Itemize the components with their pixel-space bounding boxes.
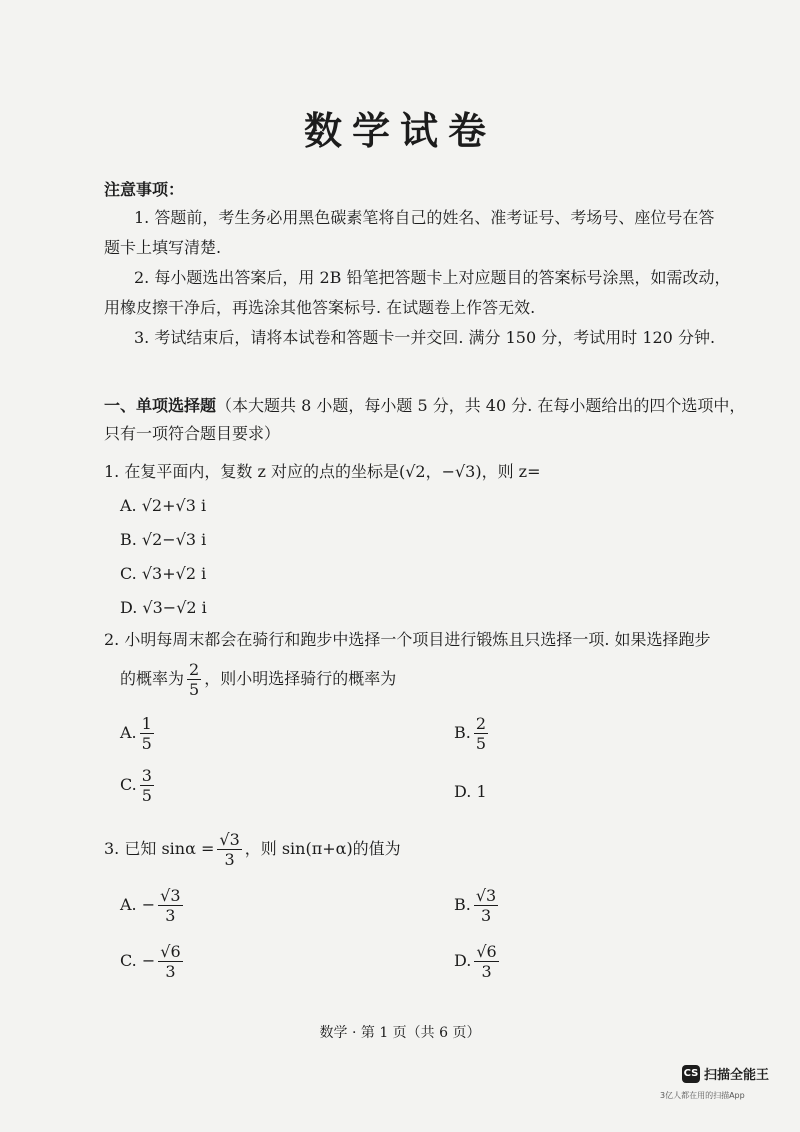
option-fraction (158, 942, 182, 981)
section-1-desc: （本大题共 8 小题，每小题 5 分，共 40 分. 在每小题给出的四个选项中， (216, 396, 746, 415)
fraction-denominator: 5 (141, 734, 152, 753)
fraction-denominator: 5 (141, 786, 152, 805)
option-sign: − (141, 895, 156, 914)
q1-option-c: C. √3+√2 i (120, 564, 207, 583)
q3-stem-suffix: ，则 sin(π+α)的值为 (244, 839, 401, 858)
q2-option-d (454, 780, 487, 804)
option-fraction (474, 886, 498, 925)
q3-option-d (454, 942, 502, 981)
option-fraction (158, 886, 182, 925)
notice-item-2: 2. 每小题选出答案后，用 2B 铅笔把答题卡上对应题目的答案标号涂黑，如需改动， (134, 268, 731, 287)
notice-item-2-cont: 用橡皮擦干净后，再选涂其他答案标号. 在试题卷上作答无效. (104, 298, 536, 317)
option-fraction (140, 714, 154, 753)
option-label: D. (454, 782, 472, 801)
notice-item-3: 3. 考试结束后，请将本试卷和答题卡一并交回. 满分 150 分，考试用时 120 分钟. (134, 328, 716, 347)
fraction-numerator: 3 (141, 766, 152, 785)
option-label: C. (120, 951, 137, 970)
option-value: 1 (476, 782, 487, 801)
q3-stem-prefix: 3. 已知 sinα = (104, 839, 215, 858)
section-1-heading: 一、单项选择题 (104, 396, 217, 415)
question-1-stem: 1. 在复平面内，复数 z 对应的点的坐标是(√2，−√3)，则 z= (104, 462, 541, 481)
section-1-desc-cont: 只有一项符合题目要求） (104, 424, 281, 443)
q3-option-a (120, 886, 186, 925)
camscanner-logo-icon: CS (682, 1065, 700, 1083)
fraction-denominator: 3 (165, 906, 176, 925)
section-1-header (104, 394, 745, 418)
option-sign: − (141, 951, 156, 970)
question-2-stem: 2. 小明每周末都会在骑行和跑步中选择一个项目进行锻炼且只选择一项. 如果选择跑步 (104, 630, 711, 649)
q1-option-d: D. √3−√2 i (120, 598, 207, 617)
notice-heading: 注意事项： (104, 180, 185, 199)
option-label: A. (120, 723, 137, 742)
fraction-numerator: √6 (476, 942, 497, 961)
q1-option-b: B. √2−√3 i (120, 530, 207, 549)
q1-option-a: A. √2+√3 i (120, 496, 207, 515)
q2-stem-fraction (187, 660, 201, 699)
scanner-slogan: 3亿人都在用的扫描App (660, 1091, 745, 1100)
q2-option-b (454, 714, 491, 753)
fraction-numerator: 2 (189, 660, 200, 679)
option-label: C. (120, 775, 137, 794)
q3-option-c (120, 942, 186, 981)
fraction-denominator: 3 (480, 906, 492, 925)
fraction-numerator: 2 (475, 714, 487, 733)
notice-item-1-cont: 题卡上填写清楚. (104, 238, 222, 257)
fraction-numerator: 1 (141, 714, 152, 733)
fraction-numerator: √3 (160, 886, 181, 905)
fraction-denominator: 3 (224, 850, 235, 869)
option-label: B. (454, 723, 471, 742)
option-label: A. (120, 895, 137, 914)
option-fraction (140, 766, 154, 805)
scanner-watermark (682, 1064, 769, 1083)
q2-stem-prefix: 的概率为 (120, 669, 185, 688)
fraction-numerator: √6 (160, 942, 181, 961)
q2-stem-suffix: ，则小明选择骑行的概率为 (204, 669, 397, 688)
option-fraction (474, 714, 488, 753)
q2-option-c (120, 766, 157, 805)
q3-stem-fraction (217, 830, 241, 869)
q2-option-a (120, 714, 157, 753)
fraction-numerator: √3 (475, 886, 497, 905)
page-footer: 数学 · 第 1 页（共 6 页） (319, 1025, 481, 1041)
fraction-numerator: √3 (219, 830, 240, 849)
page-title: 数学试卷 (303, 108, 496, 153)
option-label: B. (454, 895, 471, 914)
fraction-denominator: 3 (481, 962, 492, 981)
question-3-stem (104, 830, 401, 869)
fraction-denominator: 3 (165, 962, 176, 981)
notice-item-1: 1. 答题前，考生务必用黑色碳素笔将自己的姓名、准考证号、考场号、座位号在答 (134, 208, 715, 227)
option-label: D. (454, 951, 472, 970)
fraction-denominator: 5 (475, 734, 487, 753)
question-2-stem-cont (120, 660, 396, 699)
scanner-brand: 扫描全能王 (704, 1068, 770, 1083)
q3-option-b (454, 886, 501, 925)
option-fraction (474, 942, 498, 981)
fraction-denominator: 5 (189, 680, 200, 699)
